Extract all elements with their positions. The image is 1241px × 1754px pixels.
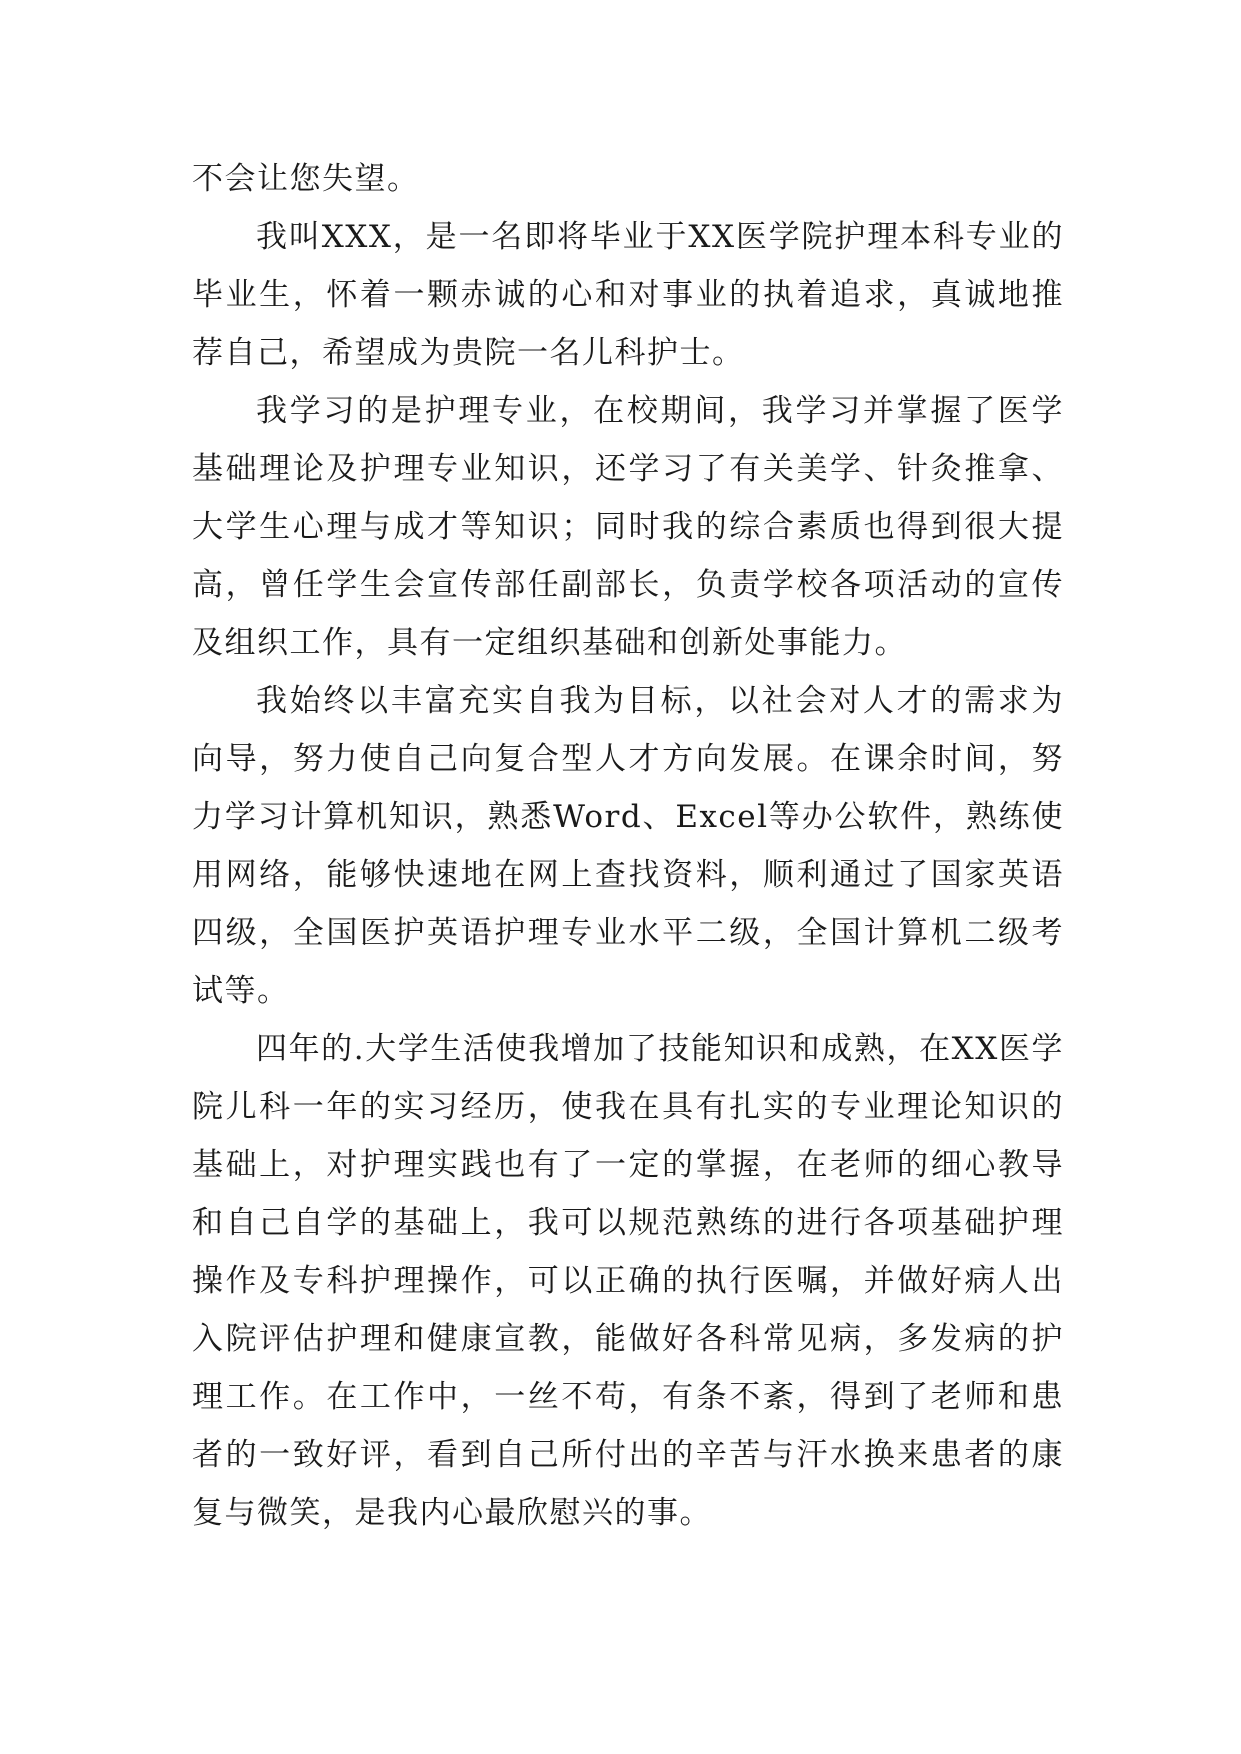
paragraph-continuation: 不会让您失望。	[192, 161, 420, 197]
paragraph-experience: 四年的.大学生活使我增加了技能知识和成熟，在XX医学院儿科一年的实习经历，使我在具有扎实的专业理论知识的基础上，对护理实践也有了一定的掌握，在老师的细心教导和自己自学的基础上，我可以规范熟练的进行各项基础护理操作及专科护理操作，可以正确的执行医嘱，并做好病人出入院评估护理和健康宣教，能做好各科常见病，多发病的护理工作。在工作中，一丝不苟，有条不紊，得到了老师和患者的一致好评，看到自己所付出的辛苦与汗水换来患者的康复与微笑，是我内心最欣慰兴的事。	[192, 1031, 1064, 1531]
paragraph-education: 我学习的是护理专业，在校期间，我学习并掌握了医学基础理论及护理专业知识，还学习了有关美学、针灸推拿、大学生心理与成才等知识；同时我的综合素质也得到很大提高，曾任学生会宣传部任副部长，负责学校各项活动的宣传及组织工作，具有一定组织基础和创新处事能力。	[192, 393, 1064, 661]
paragraph-introduction: 我叫XXX，是一名即将毕业于XX医学院护理本科专业的毕业生，怀着一颗赤诚的心和对事业的执着追求，真诚地推荐自己，希望成为贵院一名儿科护士。	[192, 219, 1064, 371]
paragraph-skills: 我始终以丰富充实自我为目标，以社会对人才的需求为向导，努力使自己向复合型人才方向发展。在课余时间，努力学习计算机知识，熟悉Word、Excel等办公软件，熟练使用网络，能够快速地在网上查找资料，顺利通过了国家英语四级，全国医护英语护理专业水平二级，全国计算机二级考试等。	[192, 683, 1064, 1009]
document-body	[192, 150, 1064, 1542]
